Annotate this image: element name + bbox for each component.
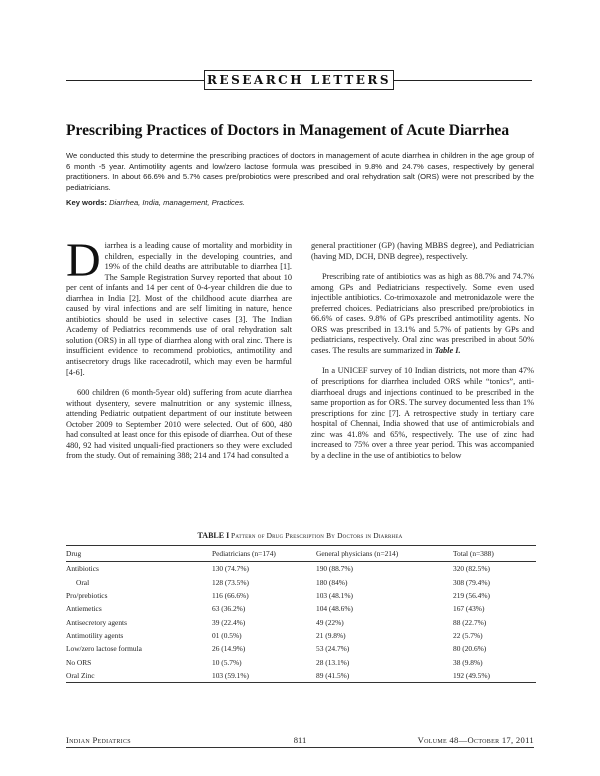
keywords-text: Diarrhea, India, management, Practices. bbox=[109, 198, 245, 207]
table-cell: 26 (14.9%) bbox=[212, 644, 246, 654]
table-cell: 219 (56.4%) bbox=[453, 590, 490, 600]
column-header: General physicians (n=214) bbox=[316, 546, 453, 562]
table-title: Pattern of Drug Prescription By Doctors in Diarrhea bbox=[231, 531, 403, 540]
table-cell: 10 (5.7%) bbox=[212, 657, 242, 667]
column-header: Pediatricians (n=174) bbox=[212, 546, 316, 562]
keywords-label: Key words: bbox=[66, 198, 107, 207]
abstract: We conducted this study to determine the prescribing practices of doctors in management of acute diarrhea in children in the age group of 6 month -5 year. Antimotility agents and low/zero lactose formula was prescibed in 9.8% and 24.7% cases, respectively by general practitioners. In about 66.6% and 5.7% cases pre/probiotics were prescribed and oral rehydration salt (ORS) were not prescribed by the pediatricians. bbox=[66, 151, 534, 192]
table-cell: Antisecretory agents bbox=[66, 617, 127, 627]
article-title: Prescribing Practices of Doctors in Management of Acute Diarrhea bbox=[66, 122, 510, 139]
table-reference: Table I. bbox=[434, 345, 461, 355]
table-row bbox=[66, 589, 536, 602]
table-row bbox=[66, 562, 536, 576]
table-cell: 116 (66.6%) bbox=[212, 590, 249, 600]
paragraph-text: Prescribing rate of antibiotics was as high as 88.7% and 74.7% among GPs and Pediatricians respectively. Some even used injectible antibiotics. Co-trimoxazole and metronidazole were the preferred choices. Pediatricians also prescribed pre/probiotics in 66.6% of cases. 9.8% of GPs prescribed antimotility agents. No ORS was prescribed in 13.1% and 5.7% of patients by GPs and pediatricians, respectively. Oral zinc was prescribed in about 50% cases. The results are summarized in bbox=[311, 272, 534, 355]
table-cell: Oral bbox=[76, 577, 90, 587]
paragraph-text: iarrhea is a leading cause of mortality and morbidity in children, especially in the developing countries, and 19% of the child deaths are attributable to diarrhea [1]. The Sample Registration Survey reported that about 10 per cent of infants and 14 per cent of 0-4-year children die due to diarrhea in India [2]. Most of the childhood acute diarrhea are caused by viral infections and are self limiting in nature, hence antibiotics should be used in selective cases [3]. The Indian Academy of Pediatrics recommends use of oral rehydration salt solution (ORS) in all type of diarrhea along with oral zinc. There is insufficient evidence to recommend probiotics, antimotility and antisecretory drugs like racecadrotil, which may even be harmful [4-6]. bbox=[66, 241, 292, 377]
drop-cap: D bbox=[66, 234, 101, 287]
table-cell: Antiemetics bbox=[66, 604, 102, 614]
table-cell: 128 (73.5%) bbox=[212, 577, 249, 587]
column-header: Drug bbox=[66, 546, 212, 562]
table-cell: Oral Zinc bbox=[66, 669, 212, 683]
table-cell: 39 (22.4%) bbox=[212, 617, 246, 627]
table-cell: 22 (5.7%) bbox=[453, 630, 483, 640]
journal-name: Indian Pediatrics bbox=[66, 735, 131, 745]
table-cell: 167 (43%) bbox=[453, 604, 485, 614]
table-cell: Pro/prebiotics bbox=[66, 590, 108, 600]
body-paragraph: general practitioner (GP) (having MBBS degree), and Pediatrician (having MD, DCH, DNB degree), respectively. bbox=[311, 241, 534, 261]
table-cell: 192 (49.5%) bbox=[453, 669, 536, 683]
table-cell: 130 (74.7%) bbox=[212, 564, 249, 574]
table-row bbox=[66, 655, 536, 668]
table-header-row bbox=[66, 546, 536, 562]
table-row bbox=[66, 615, 536, 628]
table-row bbox=[66, 575, 536, 588]
table-row bbox=[66, 629, 536, 642]
body-paragraph bbox=[66, 234, 292, 378]
issue-info: Volume 48—October 17, 2011 bbox=[417, 735, 534, 745]
table-cell: 103 (59.1%) bbox=[212, 669, 316, 683]
table-cell: 88 (22.7%) bbox=[453, 617, 487, 627]
table-cell: Low/zero lactose formula bbox=[66, 644, 142, 654]
table-cell: Antibiotics bbox=[66, 564, 99, 574]
table-cell: No ORS bbox=[66, 657, 92, 667]
body-paragraph bbox=[311, 272, 534, 356]
table-cell: 80 (20.6%) bbox=[453, 644, 487, 654]
keywords bbox=[66, 198, 534, 207]
table-cell: 104 (48.6%) bbox=[316, 604, 353, 614]
body-column-left bbox=[66, 234, 292, 462]
table-cell: 38 (9.8%) bbox=[453, 657, 483, 667]
table-cell: 53 (24.7%) bbox=[316, 644, 350, 654]
table-cell: 308 (79.4%) bbox=[453, 577, 490, 587]
table-cell: 320 (82.5%) bbox=[453, 564, 490, 574]
table-cell: 21 (9.8%) bbox=[316, 630, 346, 640]
column-header: Total (n=388) bbox=[453, 546, 536, 562]
table-row bbox=[66, 602, 536, 615]
table-cell: 28 (13.1%) bbox=[316, 657, 350, 667]
table-cell: Antimotility agents bbox=[66, 630, 124, 640]
table-number: TABLE I bbox=[197, 531, 230, 540]
table-cell: 89 (41.5%) bbox=[316, 669, 453, 683]
table-cell: 63 (36.2%) bbox=[212, 604, 246, 614]
footer-rule bbox=[66, 747, 534, 748]
table-row bbox=[66, 669, 536, 683]
table-cell: 103 (48.1%) bbox=[316, 590, 353, 600]
section-header bbox=[66, 70, 532, 92]
table-caption bbox=[66, 531, 534, 540]
table-cell: 190 (88.7%) bbox=[316, 564, 353, 574]
table-row bbox=[66, 642, 536, 655]
page-number: 811 bbox=[293, 735, 307, 745]
body-paragraph: 600 children (6 month-5year old) suffering from acute diarrhea without dysentery, severe malnutrition or any systemic illness, attending Pediatric outpatient department of our institute between October 2009 to September 2010 were selected. Out of 600, 480 had consulted at least once for this episode of diarrhea. Out of these 480, 92 had visited unquali-fied practioners so they were excluded from the study. Out of remaining 388; 214 and 174 had consulted a bbox=[66, 388, 292, 461]
table-cell: 49 (22%) bbox=[316, 617, 344, 627]
prescription-table bbox=[66, 545, 536, 683]
table-cell: 01 (0.5%) bbox=[212, 630, 242, 640]
body-paragraph: In a UNICEF survey of 10 Indian districts, not more than 47% of prescriptions for diarrhea included ORS while “tonics”, anti-diarrhoeal drugs and injections continued to be prescribed in the same proportion as for ORS. The survey documented less than 1% prescriptions for zinc [7]. A retrospective study in tertiary care hospital of Chennai, India showed that use of antimicrobials and zinc was 41.8% and 65%, respectively. The use of zinc had increased to 75% over a three year period. This was accompanied by a decline in the use of antibiotics to below bbox=[311, 366, 534, 460]
body-column-right bbox=[311, 241, 534, 461]
section-label: RESEARCH LETTERS bbox=[204, 70, 394, 90]
table-cell: 180 (84%) bbox=[316, 577, 348, 587]
